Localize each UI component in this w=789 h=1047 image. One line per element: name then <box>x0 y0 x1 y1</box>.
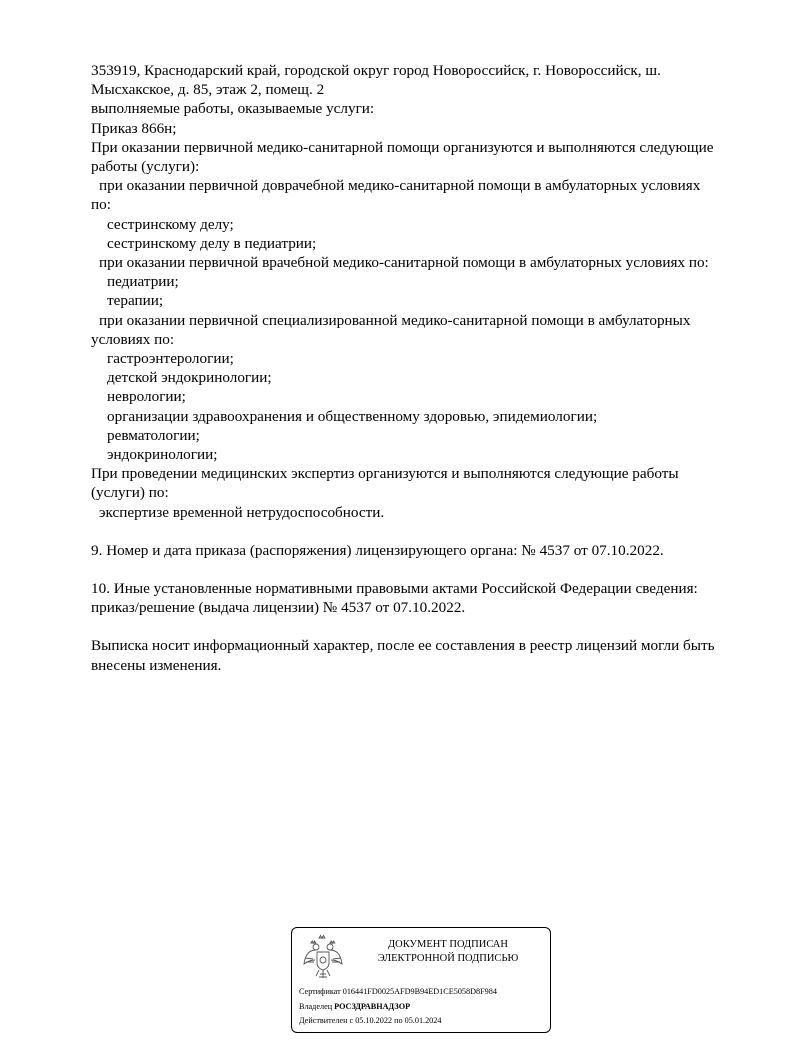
stamp-validity: Действителен с 05.10.2022 по 05.01.2024 <box>299 1016 442 1025</box>
stamp-owner-row <box>299 1000 497 1015</box>
stamp-info <box>299 985 497 1029</box>
paragraph-spacer <box>91 522 751 541</box>
paragraph-spacer <box>91 617 751 636</box>
document-line: приказ/решение (выдача лицензии) № 4537 от 07.10.2022. <box>91 599 466 617</box>
document-line: работы (услуги): <box>91 158 200 176</box>
stamp-owner-label: Владелец <box>299 1001 333 1011</box>
document-line: Мысхакское, д. 85, этаж 2, помещ. 2 <box>91 81 325 99</box>
document-line: 9. Номер и дата приказа (распоряжения) лицензирующего органа: № 4537 от 07.10.2022. <box>91 541 664 559</box>
document-line: экспертизе временной нетрудоспособности. <box>99 503 385 521</box>
paragraph-spacer <box>91 560 751 579</box>
document-line: условиях по: <box>91 330 175 348</box>
document-line: При оказании первичной медико-санитарной помощи организуются и выполняются следующие <box>91 138 714 156</box>
stamp-certificate-row <box>299 985 497 1000</box>
document-line: (услуги) по: <box>91 484 169 502</box>
document-line: При проведении медицинских экспертиз организуются и выполняются следующие работы <box>91 465 679 483</box>
stamp-title-line-1: ДОКУМЕНТ ПОДПИСАН <box>388 939 508 950</box>
document-line: 10. Иные установленные нормативными правовыми актами Российской Федерации сведения: <box>91 580 698 598</box>
russian-coat-of-arms-icon <box>302 934 344 980</box>
document-body <box>91 61 751 675</box>
document-line: при оказании первичной специализированной медико-санитарной помощи в амбулаторных <box>99 311 691 329</box>
document-line: внесены изменения. <box>91 656 222 674</box>
document-line: терапии; <box>107 292 164 310</box>
stamp-title <box>350 938 546 966</box>
document-line: гастроэнтерологии; <box>107 350 234 368</box>
stamp-title-line-2: ЭЛЕКТРОННОЙ ПОДПИСЬЮ <box>377 953 519 964</box>
document-line: по: <box>91 196 111 214</box>
document-line: при оказании первичной врачебной медико-санитарной помощи в амбулаторных условиях по: <box>99 254 709 272</box>
stamp-certificate-value: 016441FD0025AFD9B94ED1CE5058D8F984 <box>342 987 497 996</box>
document-line: 353919, Краснодарский край, городской округ город Новороссийск, г. Новороссийск, ш. <box>91 62 661 79</box>
document-line: Приказ 866н; <box>91 119 177 137</box>
document-line: выполняемые работы, оказываемые услуги: <box>91 100 375 118</box>
document-line: ревматологии; <box>107 426 200 444</box>
document-line: педиатрии; <box>107 273 179 291</box>
electronic-signature-stamp <box>291 927 551 1033</box>
document-line: Выписка носит информационный характер, после ее составления в реестр лицензий могли быть <box>91 637 715 655</box>
stamp-certificate-label: Сертификат <box>299 987 341 996</box>
document-line: при оказании первичной доврачебной медико-санитарной помощи в амбулаторных условиях <box>99 177 701 195</box>
stamp-owner-value: РОСЗДРАВНАДЗОР <box>334 1001 411 1011</box>
document-line: детской эндокринологии; <box>107 369 272 387</box>
document-line: сестринскому делу; <box>107 215 234 233</box>
document-line: организации здравоохранения и общественному здоровью, эпидемиологии; <box>107 407 598 425</box>
document-line: сестринскому делу в педиатрии; <box>107 234 317 252</box>
document-line: неврологии; <box>107 388 186 406</box>
document-line: эндокринологии; <box>107 446 218 464</box>
